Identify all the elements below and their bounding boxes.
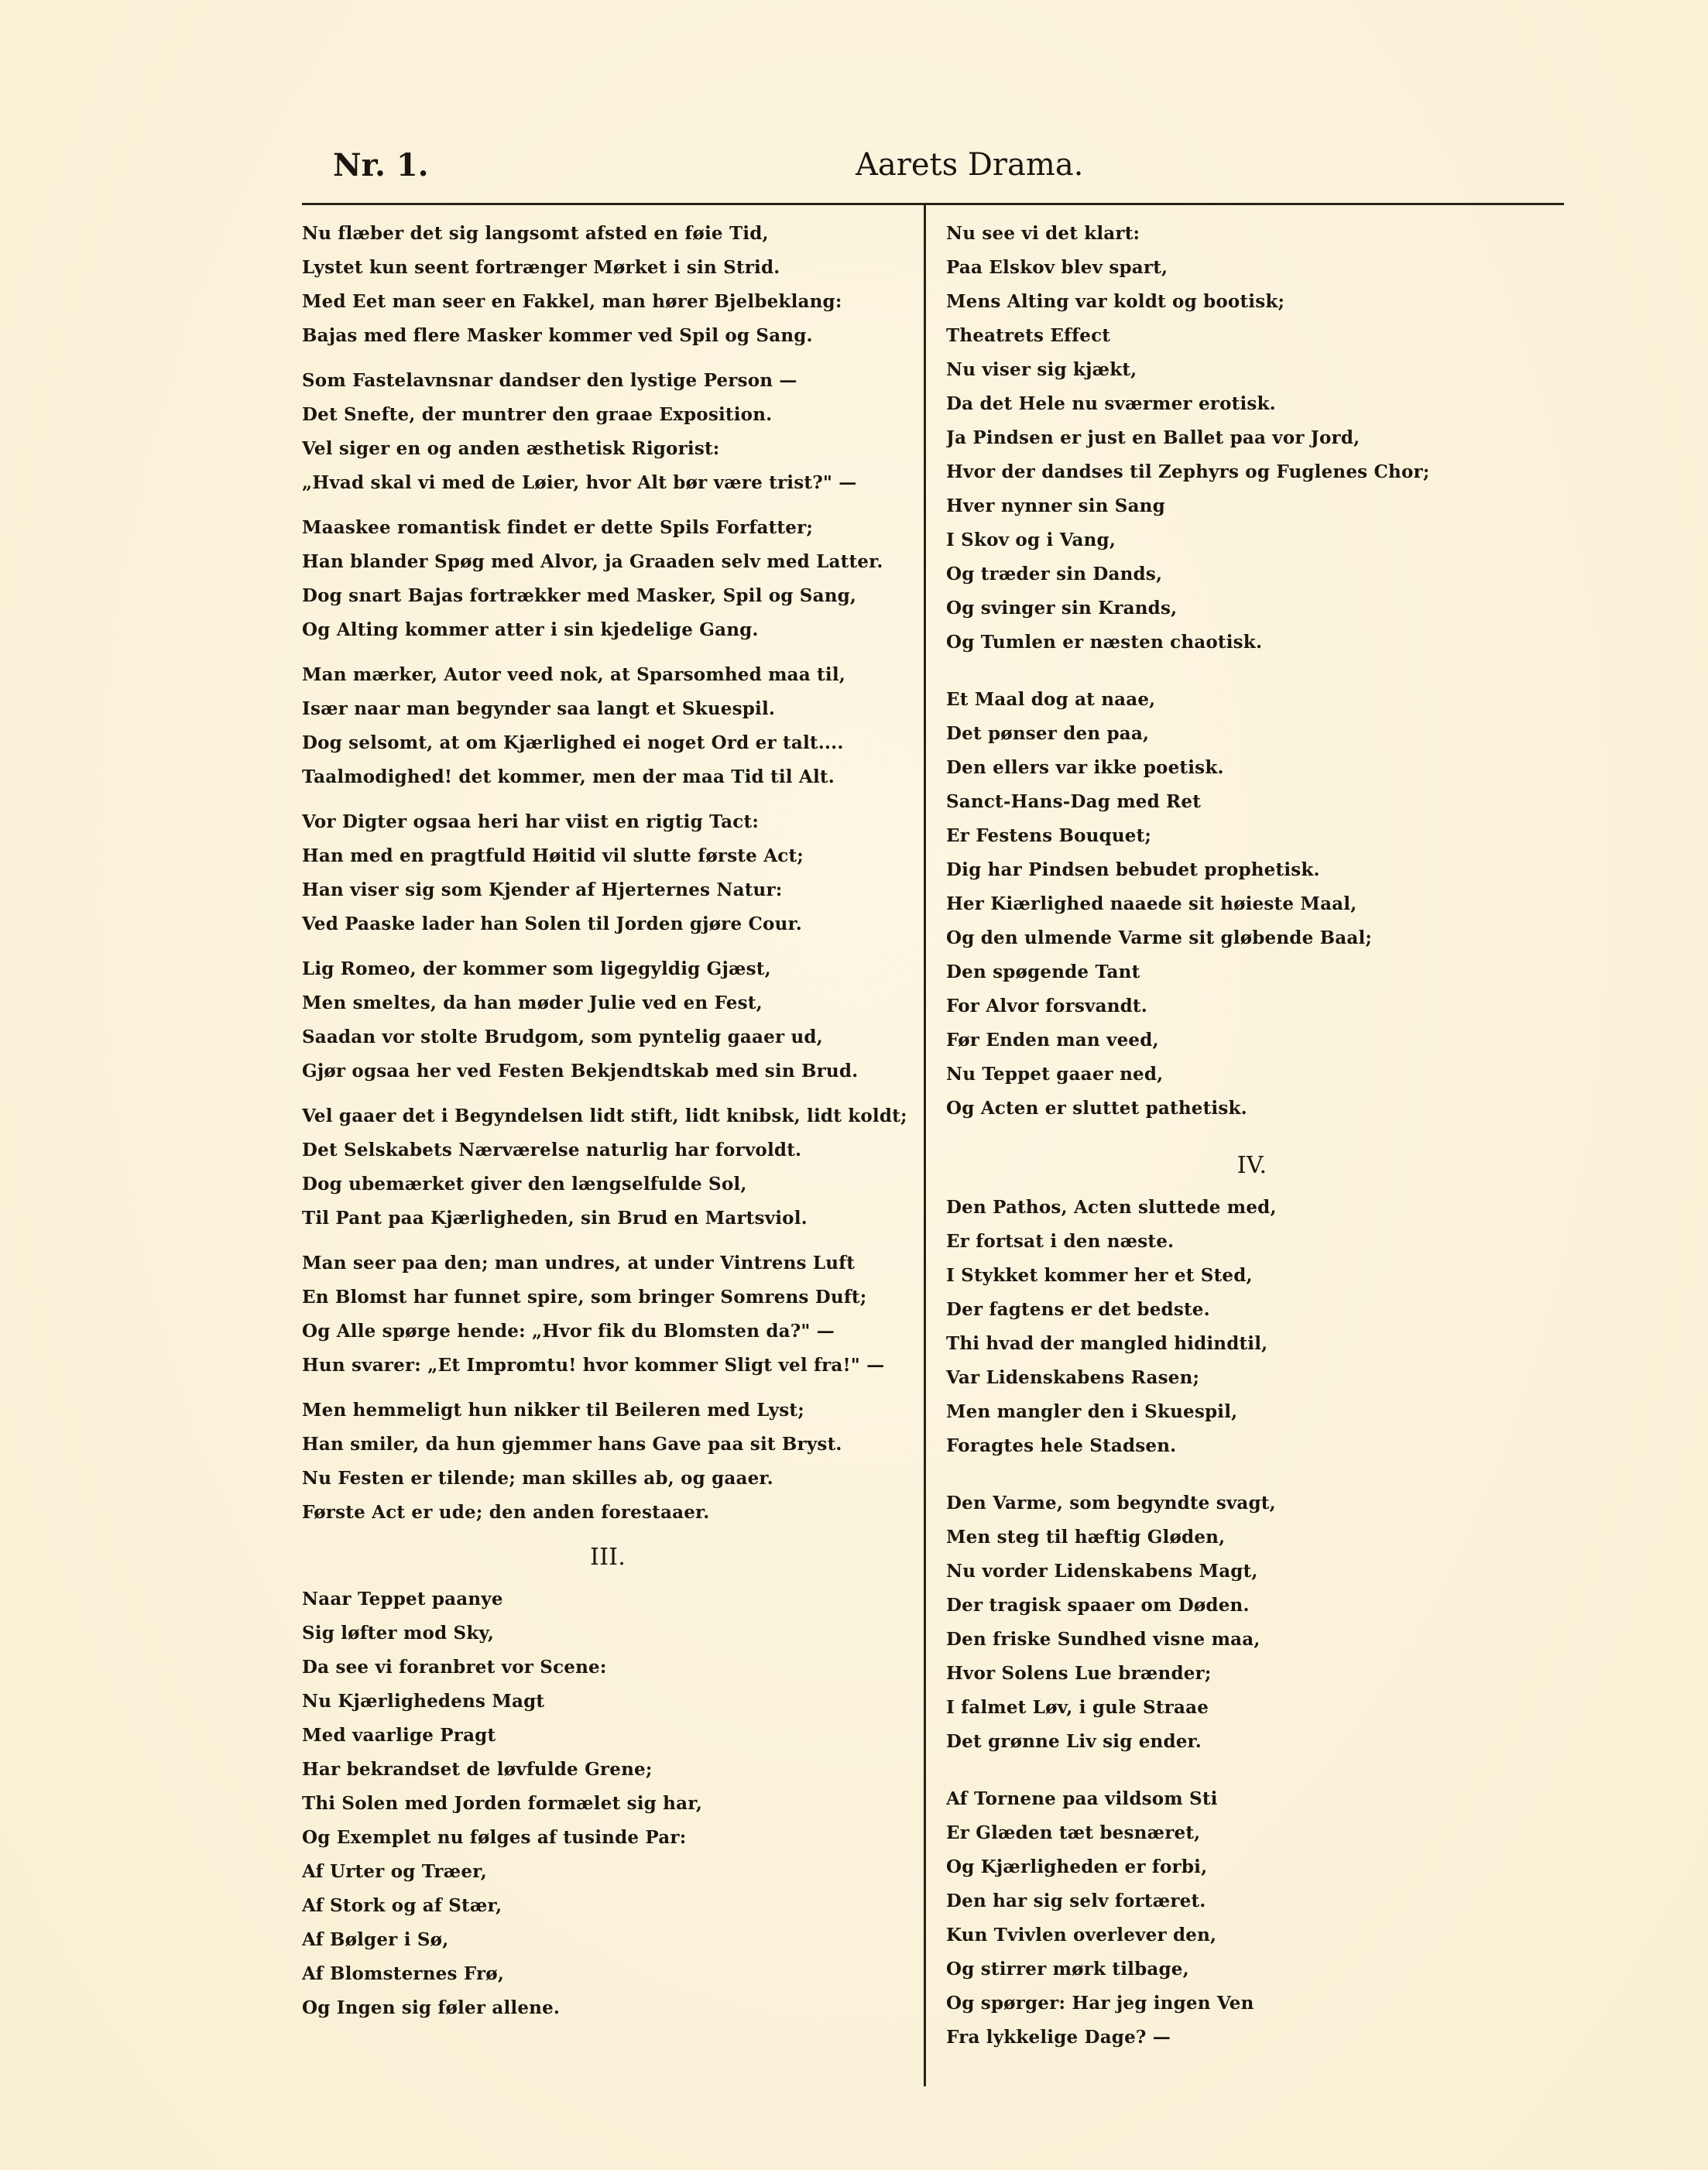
poem-line: Han smiler, da hun gjemmer hans Gave paa sit Bryst. <box>302 1434 842 1455</box>
poem-line: Af Bølger i Sø, <box>302 1929 449 1950</box>
page-header <box>302 147 1564 194</box>
poem-line: Men hemmeligt hun nikker til Beileren med Lyst; <box>302 1400 804 1421</box>
poem-line: Og stirrer mørk tilbage, <box>946 1959 1189 1980</box>
poem-line: Er Glæden tæt besnæret, <box>946 1822 1201 1843</box>
poem-line: Og træder sin Dands, <box>946 564 1163 584</box>
poem-line: Der tragisk spaaer om Døden. <box>946 1595 1250 1616</box>
running-title: Aarets Drama. <box>856 147 1084 183</box>
poem-line: Hver nynner sin Sang <box>946 495 1165 516</box>
poem-line: Maaskee romantisk findet er dette Spils Forfatter; <box>302 517 814 538</box>
poem-line: Den Pathos, Acten sluttede med, <box>946 1197 1277 1218</box>
poem-line: Er fortsat i den næste. <box>946 1231 1175 1252</box>
poem-stanza <box>302 511 914 647</box>
poem-line: Hvor der dandses til Zephyrs og Fuglenes Chor; <box>946 461 1430 482</box>
poem-line: Dog snart Bajas fortrækker med Masker, Spil og Sang, <box>302 585 857 606</box>
poem-line: Naar Teppet paanye <box>302 1589 503 1610</box>
poem-line: Men smeltes, da han møder Julie ved en Fest, <box>302 992 763 1013</box>
poem-line: Bajas med flere Masker kommer ved Spil og Sang. <box>302 325 813 346</box>
section-heading: IV. <box>1236 1152 1267 1179</box>
left-column <box>302 217 914 2025</box>
poem-line: Nu see vi det klart: <box>946 223 1140 244</box>
poem-line: Den friske Sundhed visne maa, <box>946 1629 1260 1650</box>
poem-line: For Alvor forsvandt. <box>946 996 1147 1016</box>
page-number: Nr. 1. <box>333 147 429 183</box>
poem-line: Han med en pragtfuld Høitid vil slutte første Act; <box>302 845 804 866</box>
poem-line: Det grønne Liv sig ender. <box>946 1731 1202 1752</box>
poem-stanza <box>946 1486 1558 1759</box>
poem-stanza <box>302 1246 914 1383</box>
poem-line: Den har sig selv fortæret. <box>946 1891 1206 1911</box>
poem-stanza <box>302 805 914 941</box>
poem-line: Dig har Pindsen bebudet prophetisk. <box>946 859 1320 880</box>
section-heading: III. <box>590 1544 626 1571</box>
poem-stanza <box>302 364 914 500</box>
poem-line: Til Pant paa Kjærligheden, sin Brud en Martsviol. <box>302 1208 808 1229</box>
poem-line: Da det Hele nu sværmer erotisk. <box>946 393 1276 414</box>
poem-line: Han viser sig som Kjender af Hjerternes Natur: <box>302 879 783 900</box>
poem-line: Nu Teppet gaaer ned, <box>946 1064 1164 1085</box>
poem-line: Fra lykkelige Dage? — <box>946 2027 1171 2048</box>
poem-line: Ved Paaske lader han Solen til Jorden gjøre Cour. <box>302 914 802 934</box>
poem-line: Og Alting kommer atter i sin kjedelige Gang. <box>302 619 759 640</box>
poem-line: Men steg til hæftig Gløden, <box>946 1527 1226 1548</box>
column-divider <box>924 205 926 2086</box>
poem-line: Og den ulmende Varme sit gløbende Baal; <box>946 927 1373 948</box>
poem-line: Før Enden man veed, <box>946 1030 1159 1051</box>
header-rule <box>302 203 1564 205</box>
poem-line: Han blander Spøg med Alvor, ja Graaden selv med Latter. <box>302 551 883 572</box>
poem-line: Hvor Solens Lue brænder; <box>946 1663 1212 1684</box>
poem-line: Den ellers var ikke poetisk. <box>946 757 1224 778</box>
poem-line: Thi hvad der mangled hidindtil, <box>946 1333 1268 1354</box>
poem-line: Lig Romeo, der kommer som ligegyldig Gjæst, <box>302 958 771 979</box>
poem-line: Det Selskabets Nærværelse naturlig har forvoldt. <box>302 1140 802 1160</box>
poem-line: Dog ubemærket giver den længselfulde Sol, <box>302 1174 747 1195</box>
poem-line: Af Stork og af Stær, <box>302 1895 502 1916</box>
poem-line: Man seer paa den; man undres, at under Vintrens Luft <box>302 1253 856 1274</box>
poem-line: Nu Festen er tilende; man skilles ab, og gaaer. <box>302 1468 773 1489</box>
poem-line: Som Fastelavnsnar dandser den lystige Person — <box>302 370 797 391</box>
poem-line: Et Maal dog at naae, <box>946 689 1156 710</box>
poem-line: Især naar man begynder saa langt et Skuespil. <box>302 698 776 719</box>
poem-line: Det Snefte, der muntrer den graae Exposition. <box>302 404 773 425</box>
poem-line: Den spøgende Tant <box>946 962 1140 982</box>
poem-line: Man mærker, Autor veed nok, at Sparsomhed maa til, <box>302 664 845 685</box>
poem-line: Af Urter og Træer, <box>302 1861 488 1882</box>
poem-line: Vel gaaer det i Begyndelsen lidt stift, lidt knibsk, lidt koldt; <box>302 1106 907 1126</box>
poem-line: Taalmodighed! det kommer, men der maa Tid til Alt. <box>302 766 835 787</box>
poem-line: Var Lidenskabens Rasen; <box>946 1367 1200 1388</box>
poem-line: Nu flæber det sig langsomt afsted en føie Tid, <box>302 223 769 244</box>
poem-line: Af Blomsternes Frø, <box>302 1963 505 1984</box>
poem-line: Hun svarer: „Et Impromtu! hvor kommer Sligt vel fra!" — <box>302 1355 885 1376</box>
poem-line: Og svinger sin Krands, <box>946 598 1178 619</box>
poem-line: Men mangler den i Skuespil, <box>946 1401 1238 1422</box>
poem-line: Paa Elskov blev spart, <box>946 257 1168 278</box>
poem-line: Det pønser den paa, <box>946 723 1150 744</box>
poem-line: Og Alle spørge hende: „Hvor fik du Blomsten da?" — <box>302 1321 835 1342</box>
poem-line: En Blomst har funnet spire, som bringer Somrens Duft; <box>302 1287 867 1308</box>
poem-line: I Stykket kommer her et Sted, <box>946 1265 1253 1286</box>
poem-stanza <box>302 1582 914 2025</box>
poem-line: Og Tumlen er næsten chaotisk. <box>946 632 1263 653</box>
poem-line: Ja Pindsen er just en Ballet paa vor Jord, <box>946 427 1360 448</box>
poem-line: Der fagtens er det bedste. <box>946 1299 1210 1320</box>
poem-line: Theatrets Effect <box>946 325 1111 346</box>
poem-line: Thi Solen med Jorden formælet sig har, <box>302 1793 703 1814</box>
poem-line: Første Act er ude; den anden forestaaer. <box>302 1502 710 1523</box>
poem-line: Mens Alting var koldt og bootisk; <box>946 291 1285 312</box>
poem-line: I falmet Løv, i gule Straae <box>946 1697 1209 1718</box>
poem-stanza <box>946 683 1558 1126</box>
poem-line: I Skov og i Vang, <box>946 530 1116 550</box>
poem-line: Dog selsomt, at om Kjærlighed ei noget Ord er talt.... <box>302 732 844 753</box>
poem-stanza <box>946 217 1558 660</box>
poem-line: Gjør ogsaa her ved Festen Bekjendtskab med sin Brud. <box>302 1061 859 1082</box>
poem-line: Saadan vor stolte Brudgom, som pyntelig gaaer ud, <box>302 1027 823 1047</box>
poem-line: Nu Kjærlighedens Magt <box>302 1691 545 1712</box>
poem-stanza <box>302 658 914 794</box>
poem-stanza <box>302 1099 914 1236</box>
poem-stanza <box>302 1394 914 1530</box>
poem-line: Da see vi foranbret vor Scene: <box>302 1657 607 1678</box>
poem-line: Med vaarlige Pragt <box>302 1725 496 1746</box>
poem-line: Af Tornene paa vildsom Sti <box>946 1788 1218 1809</box>
poem-line: Og Exemplet nu følges af tusinde Par: <box>302 1827 687 1848</box>
poem-line: Er Festens Bouquet; <box>946 825 1152 846</box>
poem-line: Har bekrandset de løvfulde Grene; <box>302 1759 653 1780</box>
poem-line: „Hvad skal vi med de Løier, hvor Alt bør være trist?" — <box>302 472 857 493</box>
poem-line: Vor Digter ogsaa heri har viist en rigtig Tact: <box>302 811 760 832</box>
poem-line: Foragtes hele Stadsen. <box>946 1435 1177 1456</box>
poem-line: Sanct-Hans-Dag med Ret <box>946 791 1202 812</box>
poem-stanza <box>302 952 914 1088</box>
poem-line: Den Varme, som begyndte svagt, <box>946 1493 1276 1514</box>
poem-line: Og Ingen sig føler allene. <box>302 1997 561 2018</box>
poem-line: Lystet kun seent fortrænger Mørket i sin Strid. <box>302 257 780 278</box>
poem-line: Kun Tvivlen overlever den, <box>946 1925 1217 1945</box>
poem-line: Med Eet man seer en Fakkel, man hører Bjelbeklang: <box>302 291 842 312</box>
right-column <box>946 217 1558 2055</box>
poem-line: Sig løfter mod Sky, <box>302 1623 495 1644</box>
poem-stanza <box>302 217 914 353</box>
poem-line: Og spørger: Har jeg ingen Ven <box>946 1993 1254 2014</box>
poem-stanza <box>946 1191 1558 1463</box>
poem-line: Nu vorder Lidenskabens Magt, <box>946 1561 1258 1582</box>
poem-stanza <box>946 1782 1558 2055</box>
poem-line: Vel siger en og anden æsthetisk Rigorist: <box>302 438 720 459</box>
poem-line: Her Kiærlighed naaede sit høieste Maal, <box>946 893 1357 914</box>
poem-line: Nu viser sig kjækt, <box>946 359 1137 380</box>
poem-line: Og Acten er sluttet pathetisk. <box>946 1098 1247 1119</box>
poem-line: Og Kjærligheden er forbi, <box>946 1856 1208 1877</box>
